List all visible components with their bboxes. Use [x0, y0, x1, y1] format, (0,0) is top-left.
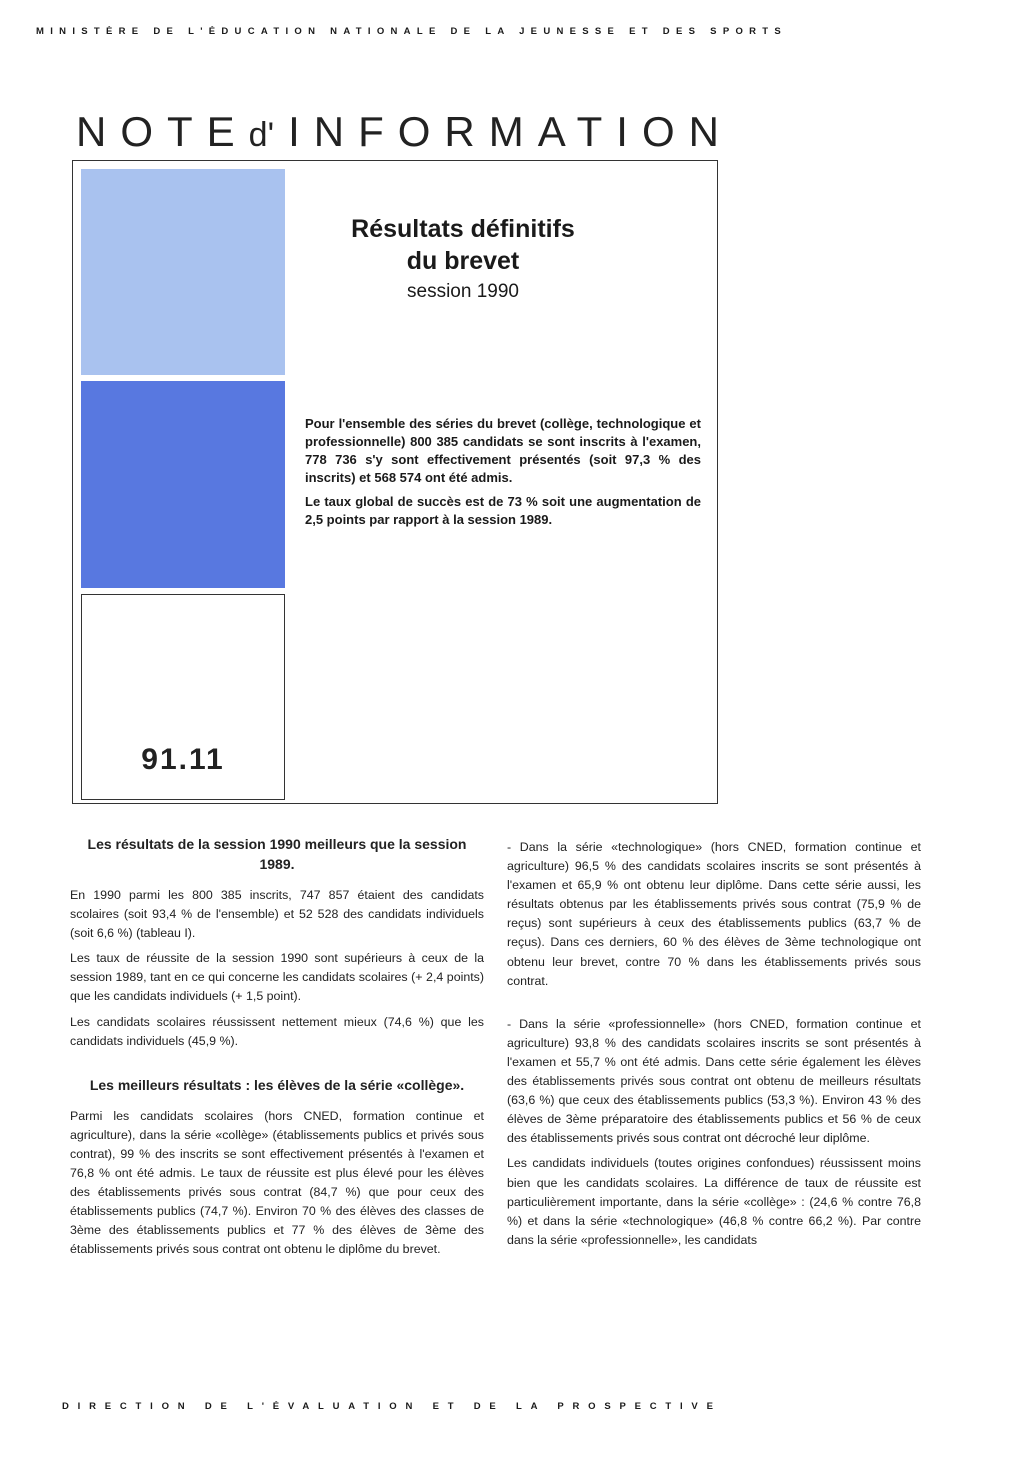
summary-paragraph-1: Pour l'ensemble des séries du brevet (collège, technologique et professionnelle) 800 385 candidats se sont inscrits à l'examen, 778 736 s'y sont effectivement présentés (soit 97,3 % des inscrits) et 568 574 ont été admis.	[305, 416, 701, 485]
publication-title	[76, 108, 733, 156]
left-column	[70, 834, 484, 1266]
cover-session: session 1990	[407, 281, 519, 302]
left-paragraph-3: Les candidats scolaires réussissent nettement mieux (74,6 %) que les candidats individuels (45,9 %).	[70, 1014, 484, 1048]
cover-title-line1: Résultats définitifs	[351, 215, 575, 243]
note-d: d'	[248, 116, 275, 154]
left-paragraph-4: Parmi les candidats scolaires (hors CNED, formation continue et agriculture), dans la série «collège» (établissements publics et privés sous contrat), 99 % des inscrits se sont effectivement présentés à l'examen et 76,8 % ont été admis. Le taux de réussite est plus élevé pour les élèves des établissements privés sous contrat (84,7 %) que pour ceux des établissements publics (74,7 %). Environ 70 % des élèves des classes de 3ème des établissements publics et 77 % des élèves de 3ème des établissements privés sous contrat ont obtenu le diplôme du brevet.	[70, 1108, 484, 1257]
issue-number: 91.11	[141, 743, 225, 776]
note-word: NOTE	[76, 108, 249, 155]
cover-block-dark	[81, 381, 285, 588]
cover-summary	[305, 415, 701, 535]
cover-frame	[72, 160, 718, 804]
section-heading-2: Les meilleurs résultats : les élèves de la série «collège».	[89, 1076, 465, 1093]
cover-headline	[313, 213, 613, 305]
cover-block-light	[81, 169, 285, 375]
direction-footer: DIRECTION DE L'ÉVALUATION ET DE LA PROSPECTIVE	[62, 1401, 722, 1412]
cover-title-line2: du brevet	[406, 247, 520, 275]
information-word: INFORMATION	[288, 108, 733, 155]
ministry-header: MINISTÈRE DE L'ÉDUCATION NATIONALE DE LA JEUNESSE ET DES SPORTS	[36, 26, 788, 37]
right-column	[507, 838, 921, 1256]
cover-block-issue	[81, 594, 285, 800]
summary-paragraph-2: Le taux global de succès est de 73 % soit une augmentation de 2,5 points par rapport à la session 1989.	[305, 494, 701, 527]
right-paragraph-3: Les candidats individuels (toutes origines confondues) réussissent moins bien que les candidats scolaires. La différence de taux de réussite est particulièrement importante, dans la série «collège» : (24,6 % contre 76,8 %) et dans la série «technologique» (46,8 % contre 66,2 %). Par contre dans la série «professionnelle», les candidats	[507, 1156, 921, 1247]
left-paragraph-2: Les taux de réussite de la session 1990 sont supérieurs à ceux de la session 1989, tant en ce qui concerne les candidats scolaires (+ 2,4 points) que les candidats individuels (+ 1,5 point).	[70, 951, 484, 1004]
right-paragraph-2: - Dans la série «professionnelle» (hors CNED, formation continue et agriculture) 93,8 % des candidats scolaires inscrits se sont présentés à l'examen et 55,7 % ont été admis. Dans cette série également les élèves des établissements privés sous contrat ont obtenu de meilleurs résultats (63,6 %) que ceux des établissements publics (53,3 %). Environ 43 % des élèves de 3ème préparatoire des établissements publics et 56 % de ceux des établissements privés sous contrat ont décroché leur diplôme.	[507, 1016, 921, 1146]
left-paragraph-1: En 1990 parmi les 800 385 inscrits, 747 857 étaient des candidats scolaires (soit 93,4 % de l'ensemble) et 52 528 des candidats individuels (soit 6,6 %) (tableau I).	[70, 888, 484, 941]
section-heading-1: Les résultats de la session 1990 meilleurs que la session 1989.	[87, 836, 467, 872]
right-paragraph-1: - Dans la série «technologique» (hors CNED, formation continue et agriculture) 96,5 % des candidats scolaires inscrits se sont présentés à l'examen et 65,9 % ont obtenu leur diplôme. Dans cette série aussi, les résultats obtenus par les établissements privés sous contrat (75,9 % de reçus) sont supérieurs à ceux des établissements publics (63,7 % de reçus). Dans ces derniers, 60 % des élèves de 3ème technologique ont obtenu leur brevet, contre 70 % dans les établissements privés sous contrat.	[507, 840, 921, 988]
